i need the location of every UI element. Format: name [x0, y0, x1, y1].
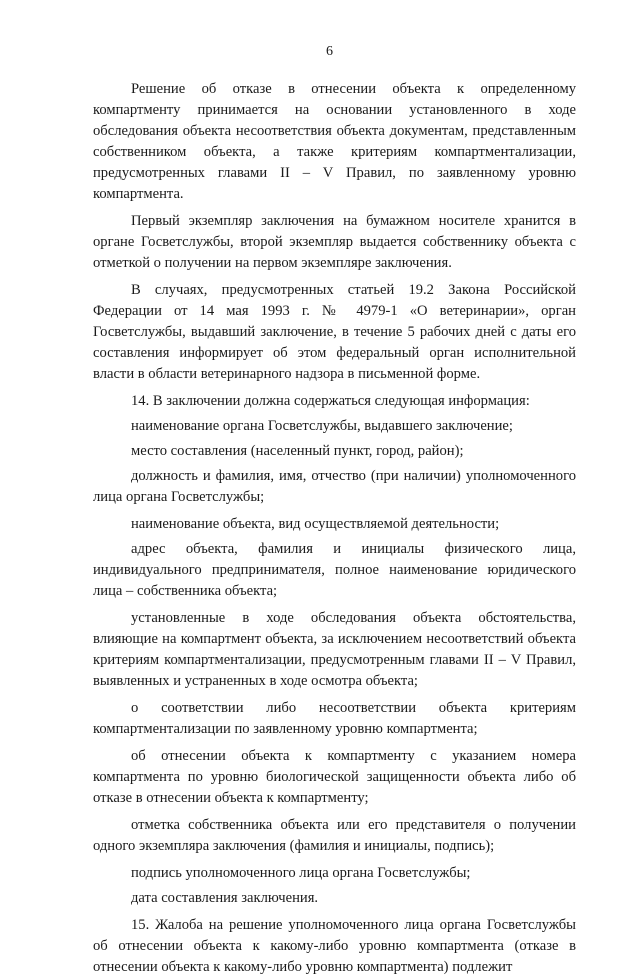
list-item-address-owner: адрес объекта, фамилия и инициалы физического лица, индивидуального предпринимателя, полное наименование юридического лица – собственника объекта;: [93, 541, 576, 599]
list-item-object-name: наименование объекта, вид осуществляемой деятельности;: [131, 516, 500, 532]
list-item-date: дата составления заключения.: [131, 890, 319, 906]
paragraph-notification: В случаях, предусмотренных статьей 19.2 Закона Российской Федерации от 14 мая 1993 г. № 4979-1 «О ветеринарии», орган Госветслужбы, выдавший заключение, в течение 5 рабочих дней с даты его составления информирует об этом федеральный орган исполнительной власти в области ветеринарного надзора в письменной форме.: [93, 282, 576, 382]
list-item-assignment: об отнесении объекта к компартменту с указанием номера компартмента по уровню биологической защищенности объекта либо об отказе в отнесении объекта к компартменту;: [93, 748, 576, 806]
list-item-place: место составления (населенный пункт, город, район);: [131, 443, 464, 459]
list-item-signature: подпись уполномоченного лица органа Госветслужбы;: [131, 865, 471, 881]
list-item-owner-mark: отметка собственника объекта или его представителя о получении одного экземпляра заключения (фамилия и инициалы, подпись);: [93, 817, 576, 854]
page-number: 6: [326, 44, 333, 59]
paragraph-copies-storage: Первый экземпляр заключения на бумажном носителе хранится в органе Госветслужбы, второй экземпляр выдается собственнику объекта с отметкой о получении на первом экземпляре заключения.: [93, 213, 576, 271]
document-body: [93, 79, 576, 978]
paragraph-refusal-decision: Решение об отказе в отнесении объекта к определенному компартменту принимается на основании установленного в ходе обследования объекта несоответствия объекта документам, представленным собственником объекта, а также критериям компартментализации, предусмотренных главами II – V Правил, по заявленному уровню компартмента.: [93, 81, 576, 202]
list-item-official: должность и фамилия, имя, отчество (при наличии) уполномоченного лица органа Госветслужбы;: [93, 468, 576, 505]
list-item-compliance: о соответствии либо несоответствии объекта критериям компартментализации по заявленному уровню компартмента;: [93, 700, 576, 737]
paragraph-item-14: 14. В заключении должна содержаться следующая информация:: [131, 393, 530, 409]
list-item-authority-name: наименование органа Госветслужбы, выдавшего заключение;: [131, 418, 513, 434]
paragraph-item-15: 15. Жалоба на решение уполномоченного лица органа Госветслужбы об отнесении объекта к какому-либо уровню компартмента (отказе в отнесении объекта к какому-либо уровню компартмента) подлежит: [93, 917, 576, 975]
list-item-circumstances: установленные в ходе обследования объекта обстоятельства, влияющие на компартмент объекта, за исключением несоответствий объекта критериям компартментализации, предусмотренным главами II – V Правил, выявленных и устраненных в ходе осмотра объекта;: [93, 610, 576, 689]
